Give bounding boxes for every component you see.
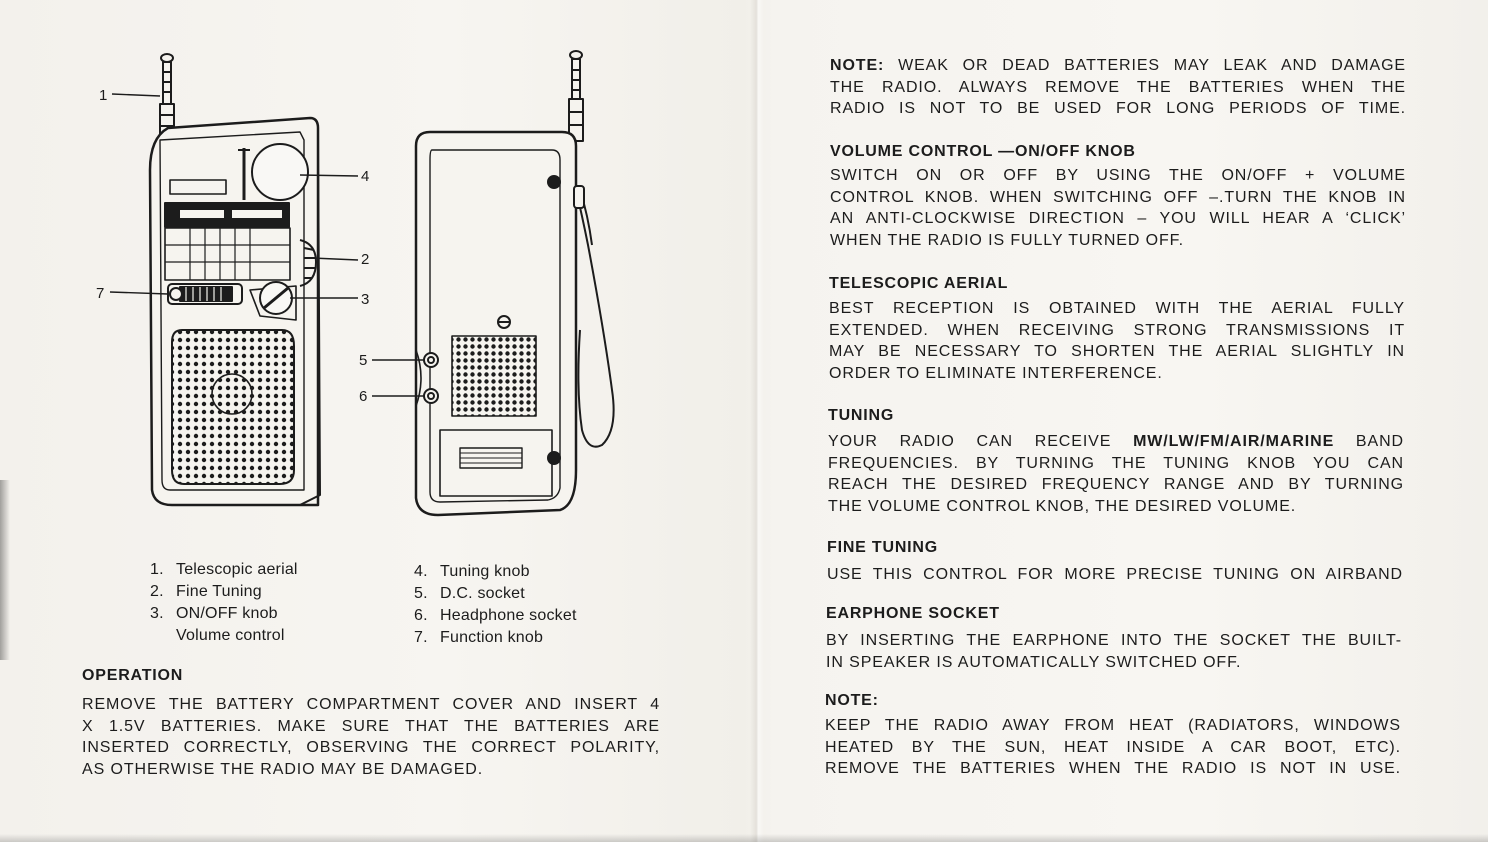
note-batteries: NOTE: WEAK OR DEAD BATTERIES MAY LEAK AND DAMAGE THE RADIO. ALWAYS REMOVE THE BATTERIES WHEN THE RADIO IS NOT TO BE USED FOR LONG PERIODS OF TIME. <box>830 57 1406 118</box>
volume-text: SWITCH ON OR OFF BY USING THE ON/OFF + VOLUME CONTROL KNOB. WHEN SWITCHING OFF –.TURN THE KNOB IN AN ANTI-CLOCKWISE DIRECTION – YOU WILL HEAR A ‘CLICK’ WHEN THE RADIO IS FULLY TURNED OFF. <box>830 167 1406 249</box>
note-heat-heading: NOTE: <box>825 692 879 709</box>
legend-item: Volume control <box>176 627 285 644</box>
aerial-heading: TELESCOPIC AERIAL <box>829 275 1009 292</box>
operation-text: REMOVE THE BATTERY COMPARTMENT COVER AND INSERT 4 X 1.5V BATTERIES. MAKE SURE THAT THE BATTERIES ARE INSERTED CORRECTLY, OBSERVING THE CORRECT POLARITY, AS OTHERWISE THE RADIO MAY BE DAMAGED. <box>82 696 660 778</box>
radio-front-view <box>150 54 320 505</box>
radio-back-view <box>416 51 614 515</box>
legend-item: 6. Headphone socket <box>414 607 577 624</box>
tuning-heading: TUNING <box>828 407 895 424</box>
callout-3: 3 <box>361 291 370 308</box>
callout-2: 2 <box>361 251 370 268</box>
legend-item: 2. Fine Tuning <box>150 583 262 600</box>
earphone-text: BY INSERTING THE EARPHONE INTO THE SOCKET THE BUILT- IN SPEAKER IS AUTOMATICALLY SWITCHED OFF. <box>826 632 1402 671</box>
callout-6: 6 <box>359 388 368 405</box>
callout-7: 7 <box>96 285 105 302</box>
operation-heading: OPERATION <box>82 667 184 684</box>
legend-item: 5. D.C. socket <box>414 585 525 602</box>
legend-left <box>150 559 298 647</box>
fine-tuning-text: USE THIS CONTROL FOR MORE PRECISE TUNING ON AIRBAND <box>827 566 1403 583</box>
legend-item: 3. ON/OFF knob <box>150 605 278 622</box>
legend-item: 4. Tuning knob <box>414 563 530 580</box>
bands-label: MW/LW/FM/AIR/MARINE <box>1133 433 1335 450</box>
earphone-heading: EARPHONE SOCKET <box>826 605 1000 622</box>
note-heat-text: KEEP THE RADIO AWAY FROM HEAT (RADIATORS, WINDOWS HEATED BY THE SUN, HEAT INSIDE A CAR BOOT, ETC). REMOVE THE BATTERIES WHEN THE RADIO IS NOT IN USE. <box>825 717 1401 778</box>
legend-item: 7. Function knob <box>414 629 544 646</box>
callout-5: 5 <box>359 352 368 369</box>
legend-item: 1. Telescopic aerial <box>150 561 298 578</box>
callout-1: 1 <box>99 87 108 104</box>
legend-right <box>414 561 577 649</box>
note-label: NOTE: <box>830 57 885 74</box>
fine-tuning-heading: FINE TUNING <box>827 539 939 556</box>
aerial-text: BEST RECEPTION IS OBTAINED WITH THE AERIAL FULLY EXTENDED. WHEN RECEIVING STRONG TRANSMISSIONS IT MAY BE NECESSARY TO SHORTEN THE AERIAL SLIGHTLY IN ORDER TO ELIMINATE INTERFERENCE. <box>829 300 1405 382</box>
tuning-text: YOUR RADIO CAN RECEIVE MW/LW/FM/AIR/MARINE BAND FREQUENCIES. BY TURNING THE TUNING KNOB YOU CAN REACH THE DESIRED FREQUENCY RANGE AND BY TURNING THE VOLUME CONTROL KNOB, THE DESIRED VOLUME. <box>828 433 1404 515</box>
callout-4: 4 <box>361 168 370 185</box>
volume-heading: VOLUME CONTROL —ON/OFF KNOB <box>830 143 1136 160</box>
